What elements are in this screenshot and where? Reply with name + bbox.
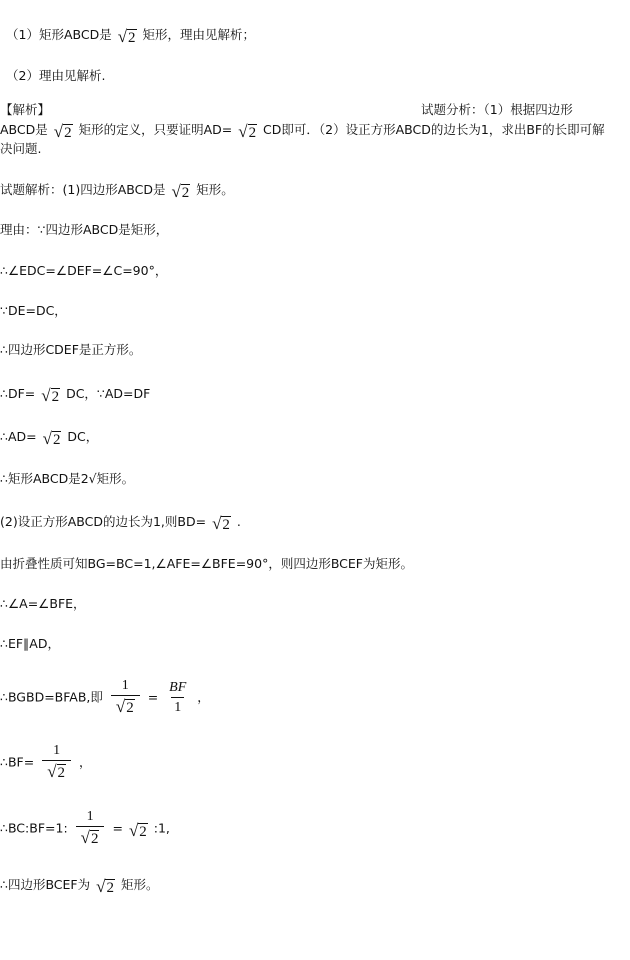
answer-1-text: （1）矩形ABCD是 bbox=[6, 27, 112, 42]
fraction-1-over-sqrt2: $\frac{1}{√2}$ bbox=[111, 677, 140, 719]
solution-line-12: ∴EF∥AD， bbox=[0, 636, 60, 651]
solution-line-8: ∴矩形ABCD是2√矩形。 bbox=[0, 471, 135, 486]
solution-line-15: ∴BC:BF=1: $\frac{1}{√2}$ = √2 :1, bbox=[0, 808, 170, 852]
analysis-header: 【解析】 bbox=[0, 102, 51, 117]
solution-line-1: 试题解析：(1)四边形ABCD是 √2 矩形。 bbox=[0, 182, 234, 201]
sqrt2: √2 bbox=[212, 514, 230, 533]
sqrt2: √2 bbox=[128, 820, 147, 840]
sqrt2: √2 bbox=[42, 429, 61, 448]
solution-line-9: (2)设正方形ABCD的边长为1,则BD= √2 . bbox=[0, 514, 241, 533]
solution-line-4: ∵DE=DC， bbox=[0, 303, 67, 318]
answer-1 bbox=[6, 27, 255, 46]
solution-line-16: ∴四边形BCEF为 √2 矩形。 bbox=[0, 877, 159, 896]
solution-line-10: 由折叠性质可知BG=BC=1,∠AFE=∠BFE=90°，则四边形BCEF为矩形。 bbox=[0, 556, 413, 571]
solution-line-13: ∴BGBD=BFAB,即 $\frac{1}{√2}$ = $\frac{BF}{1}$ ， bbox=[0, 677, 210, 719]
solution-line-5: ∴四边形CDEF是正方形。 bbox=[0, 342, 142, 357]
solution-line-6: ∴DF= √2 DC，∵AD=DF bbox=[0, 386, 151, 405]
sqrt2: √2 bbox=[117, 27, 136, 46]
solution-line-3: ∴∠EDC=∠DEF=∠C=90°， bbox=[0, 263, 168, 278]
answer-2: （2）理由见解析. bbox=[6, 68, 106, 83]
fraction-1-over-sqrt2: $\frac{1}{√2}$ bbox=[42, 742, 71, 784]
sqrt2: √2 bbox=[238, 122, 257, 141]
solution-line-2: 理由：∵四边形ABCD是矩形， bbox=[0, 222, 169, 237]
answer-1-text-end: 矩形，理由见解析； bbox=[142, 27, 256, 42]
sqrt2: √2 bbox=[41, 386, 60, 405]
sqrt2: √2 bbox=[96, 877, 114, 896]
solution-line-14: ∴BF= $\frac{1}{√2}$ ， bbox=[0, 742, 92, 784]
solution-line-11: ∴∠A=∠BFE， bbox=[0, 596, 86, 611]
sqrt2: √2 bbox=[171, 182, 190, 201]
solution-line-7: ∴AD= √2 DC， bbox=[0, 429, 99, 448]
fraction-bf-over-1: $\frac{BF}{1}$ bbox=[166, 679, 189, 718]
fraction-1-over-sqrt2: $\frac{1}{√2}$ bbox=[76, 808, 105, 850]
analysis-right-text: 试题分析：（1）根据四边形 bbox=[421, 102, 573, 117]
analysis-line-2: ABCD是 √2 矩形的定义，只要证明AD= √2 CD即可．（2）设正方形ABCD的边长为1，求出BF的长即可解 bbox=[0, 122, 605, 141]
sqrt2: √2 bbox=[53, 122, 72, 141]
analysis-line-3: 决问题. bbox=[0, 141, 42, 156]
